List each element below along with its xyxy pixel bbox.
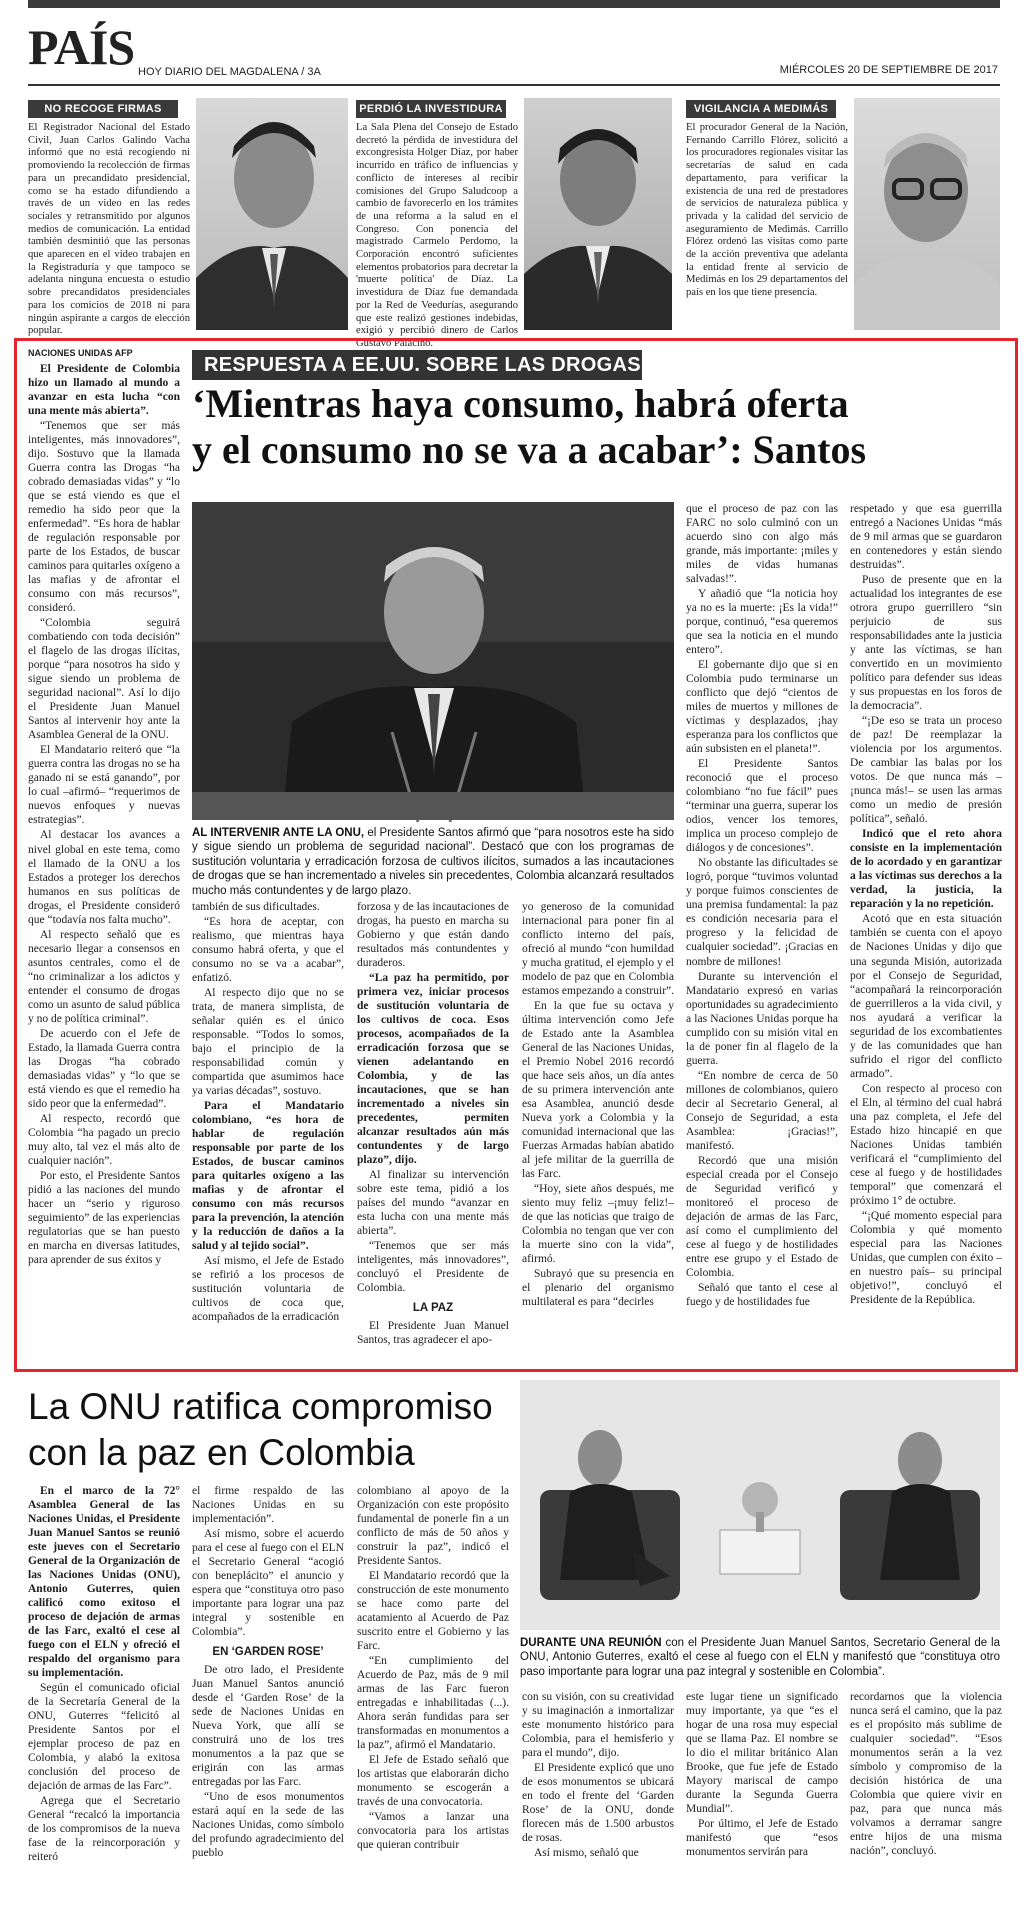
paragraph: el firme respaldo de las Naciones Unidas en su implementación”. [192,1485,344,1526]
main-story-column-2 [192,900,344,1362]
paragraph: Así mismo, señaló que [534,1847,639,1860]
paragraph: Y añadió que “la noticia hoy ya no es la muerte: ¡Es la vida!” porque, continuó, “esa queremos que sea la noticia en el mundo entero”. [686,588,838,657]
santos-guterres-meeting-illustration [520,1380,1000,1630]
paragraph: forzosa y de las incautaciones de drogas, ha puesto en marcha su Gobierno y que están dando resultados más contundentes y duraderos. [357,901,509,970]
paragraph: Puso de presente que en la actualidad los integrantes de ese otrora grupo guerrillero “sin perjuicio de sus responsabilidades ante la justicia y ante las víctimas, se han convertido en un movimiento político para defender sus ideas y sus propuestas en los foros de la democracia”. [850,574,1002,713]
paragraph: Al respecto, recordó que Colombia “ha pagado un precio muy alto, tal vez el más alto de cualquier nación”. [28,1112,180,1167]
paragraph: Durante su intervención el Mandatario expresó en varias oportunidades su agradecimiento a las Naciones Unidas porque ha cumplido con su misión vital en la de poner fin al flagelo de la guerra. [686,970,839,1067]
paragraph: con su visión, con su creatividad y su imaginación a inmortalizar este monumento histórico para Colombia, para el hemisferio y para el mundo”, dijo. [522,1691,674,1760]
paragraph: Así mismo, el Jefe de Estado se refirió a los procesos de sustitución voluntaria de cultivos de coca que, acompañados de la erradicación [192,1255,344,1324]
paragraph: “En nombre de cerca de 50 millones de colombianos, quiero decir al Secretario General, al Consejo de Seguridad, a esta Asamblea: ¡Gracias!”, manifestó. [686,1069,838,1152]
main-story-source: NACIONES UNIDAS AFP [28,348,133,358]
main-story-column-4 [522,900,674,1362]
header-rule [28,84,1000,86]
brief-1-portrait [196,98,348,330]
brief-2-text: La Sala Plena del Consejo de Estado decretó la pérdida de investidura del excongresista Holger Díaz, por haber incurrido en tráfico de influencias y conflicto de intereses al recibir comisiones del Grupo Saludcoop a cambio de favorecerlo en los trámites de una reforma a la salud en el Congreso. Con ponencia del magistrado Carmelo Perdomo, la Corporación encontró suficientes elementos probatorios para decretar la 'muerte política' de Díaz. La investidura de Díaz fue demandada por la Red de Veedurías, asegurando que este realizó gestiones indebidas, exigió y percibió dinero de Carlos Gustavo Palacino. [356,122,518,349]
second-story-headline-line-2: con la paz en Colombia [28,1432,415,1473]
brief-3-text: El procurador General de la Nación, Fernando Carrillo Flórez, solicitó a los procuradores regionales visitar las secretarías de salud en cada departamento, para verificar la existencia de una red de prestadores de servicios de naturaleza pública y privada y la calidad del servicio de aseguramiento de Medimás. Carrillo Flórez ordenó las visitas como parte de la acción preventiva que adelanta la entidad frente al servicio de Medimás en los 29 departamentos del país en los que tiene presencia. [686,122,848,299]
paper-page: HOY DIARIO DEL MAGDALENA / 3A [138,66,321,78]
paragraph: “¡Qué momento especial para Colombia y qué momento especial para las Naciones Unidas, que cumplen con éxito –en nuestro país– su principal objetivo!”, concluyó el Presidente de la República. [850,1209,1002,1306]
paragraph: Al finalizar su intervención sobre este tema, pidió a los países del mundo “avanzar en esta lucha con una mente más abierta”. [357,1169,509,1238]
paragraph: también de sus dificultades. [192,901,320,913]
paragraph: Con respecto al proceso con el Eln, al término del cual habrá una paz completa, el Jefe del Estado hizo hincapié en que Naciones Unidas también verificará el “cumplimiento del cese al fuego y de hostilidades temporal” que comenzará el próximo 1° de octubre. [850,1082,1002,1207]
paragraph: En la que fue su octava y última intervención como Jefe de Estado ante la Asamblea General de las Naciones Unidas, el Premio Nobel 2016 recordó que hace seis años, un día antes de su primera intervención ante esa Asamblea, anunció desde Nueva york a Colombia y la comunidad internacional que las Fuerzas Armadas habían abatido al jefe militar de la guerrilla de las Farc. [522,1000,674,1181]
paragraph: “Uno de esos monumentos estará aquí en la sede de las Naciones Unidas, como símbolo del profundo agradecimiento del pueblo [192,1791,344,1860]
paragraph: “Es hora de aceptar, con realismo, que mientras haya consumo habrá oferta, y que el consumo no se va a acabar”, enfatizó. [192,916,344,985]
paragraph: Al respecto dijo que no se trata, de manera simplista, de señalar quién es el único responsable. “Todos lo somos, bajo el principio de la responsabilidad común y compartida que asumimos hace ya varias décadas”, sostuvo. [192,987,344,1098]
second-story-headline-line-1: La ONU ratifica compromiso [28,1386,493,1427]
brief-3-portrait [854,98,1000,330]
second-story-column-6 [850,1690,1002,1916]
second-story-caption [520,1636,1000,1679]
second-caption-lead: DURANTE UNA REUNIÓN [520,1637,662,1649]
paragraph: Acotó que en esta situación también se cuenta con el apoyo de Naciones Unidas y dijo que una segunda Misión, autorizada por el Consejo de Seguridad, “acompañará la reincorporación de guerrilleros a la vida civil, y nos ayudará a verificar la seguridad de los excombatientes y de las comunidades que han sufrido el rigor del conflicto armado”. [850,913,1002,1080]
brief-2-kicker: PERDIÓ LA INVESTIDURA [356,100,506,118]
paragraph: El Presidente Juan Manuel Santos, tras agradecer el apo- [357,1320,509,1347]
main-story-photo [192,502,674,820]
paragraph: El Mandatario recordó que la construcción de este monumento se hace como parte del acatamiento al Acuerdo de Paz suscrito entre el Gobierno y las Farc. [357,1570,509,1653]
paragraph: El Jefe de Estado señaló que los artistas que elaborarán dicho monumento se escogerán a través de una convocatoria. [357,1754,509,1809]
portrait-3-illustration [854,98,1000,330]
main-story-kicker: RESPUESTA A EE.UU. SOBRE LAS DROGAS [192,350,642,380]
paragraph: “Vamos a lanzar una convocatoria para los artistas que quieran contribuir [357,1811,509,1852]
portrait-1-illustration [196,98,348,330]
top-rule [28,0,1000,8]
paragraph: “En cumplimiento del Acuerdo de Paz, más de 9 mil armas de las Farc fueron entregadas e inhabilitadas (...). Ahora serán fundidas para ser transformadas en monumentos a la paz”, afirmó el Mandatario. [357,1655,509,1752]
paragraph: De otro lado, el Presidente Juan Manuel Santos anunció desde el ‘Garden Rose’ de la sede de Naciones Unidas en Nueva York, que allí se construirá uno de los tres monumentos a la paz que se erigirán con las armas entregadas por las Farc. [192,1664,344,1789]
paragraph: Al destacar los avances a nivel global en este tema, como el llamado de la ONU a los Estados a proteger los derechos humanos en sus políticas de drogas, el Presidente consideró que “todavía nos falta mucho”. [28,829,180,926]
paragraph: este lugar tiene un significado muy importante, ya que “es el hogar de una rosa muy especial que se llama Paz. El nombre se lo dio el militar británico Alan Brooke, que fue jefe de Estado Mayory mariscal de campo durante la Segunda Guerra Mundial”. [686,1691,838,1816]
second-story-photo [520,1380,1000,1630]
paragraph: “Hoy, siete años después, me siento muy feliz –¡muy feliz!– de que las noticias que traigo de Colombia no tengan que ver con la muerte sino con la vida”, afirmó. [522,1183,674,1266]
main-story-caption [192,826,674,898]
paragraph: “Colombia seguirá combatiendo con toda decisión” el flagelo de las drogas ilícitas, porque “para nosotros ha sido y sigue siendo un problema de seguridad nacional”. Así lo dijo el Presidente Juan Manuel Santos al intervenir hoy ante la Asamblea General de la ONU. [28,617,180,742]
paragraph: que el proceso de paz con las FARC no solo culminó con un acuerdo sino con algo más grande, más importante: ¡miles y miles de vidas humanas salvadas!”. [686,503,838,586]
second-story-column-5 [686,1690,838,1916]
brief-2-portrait [524,98,672,330]
paragraph: “La paz ha permitido, por primera vez, iniciar procesos de sustitución voluntaria de los cultivos de coca. Esos procesos, acompañados de la erradicación forzosa que se vienen adelantando en Colombia, y de las incautaciones, que se han incrementado a niveles sin precedentes, permiten alcanzar resultados aún más contundentes y de largo plazo”, dijo. [357,972,509,1167]
paragraph: Así mismo, sobre el acuerdo para el cese al fuego con el ELN el Secretario General “acogió con beneplácito” el anuncio y espera que “constituya otro paso importante para lograr una paz integral y sostenible en Colombia”. [192,1528,344,1639]
issue-date: MIÉRCOLES 20 DE SEPTIEMBRE DE 2017 [779,64,998,76]
brief-3-kicker: VIGILANCIA A MEDIMÁS [686,100,836,118]
main-story-column-3 [357,900,509,1362]
paragraph: El Presidente de Colombia hizo un llamado al mundo a avanzar en esta lucha “con una mente más abierta”. [28,362,180,418]
paragraph: Por último, el Jefe de Estado manifestó que “esos monumentos servirán para [686,1818,838,1859]
second-caption-text: con el Presidente Juan Manuel Santos, Secretario General de la ONU, Antonio Guterres, exaltó el cese al fuego con el ELN y manifestó que “constituya otro paso importante para lograr una paz integral y sostenible en Colombia”. [520,1637,1000,1678]
paragraph: “Tenemos que ser más inteligentes, más innovadores”, concluyó el Presidente de Colombia. [357,1240,509,1295]
paragraph: Recordó que una misión especial creada por el Consejo de Seguridad verificó y monitoreó el proceso de dejación de armas de las Farc, así como el cumplimiento del cese al fuego y de hostilidades entre ese grupo y el Estado de Colombia. [686,1154,838,1279]
paragraph: No obstante las dificultades se logró, porque “tuvimos voluntad y porque fuimos conscientes de una premisa fundamental: la paz es condición necesaria para el progreso y la felicidad de cualquier sociedad”. ¡Gracias en nombre de millones! [686,857,838,968]
paragraph: De acuerdo con el Jefe de Estado, la llamada Guerra contra las Drogas “ha cobrado demasiadas vidas” y “lo que se está viendo es que el remedio ha sido peor que la enfermedad”. [28,1027,180,1110]
main-caption-lead: AL INTERVENIR ANTE LA ONU, [192,827,365,839]
paragraph: En el marco de la 72° Asamblea General de las Naciones Unidas, el Presidente Juan Manuel Santos se reunió este jueves con el Secretario General de la Organización de las Naciones Unidas (ONU), Antonio Guterres, quien calificó como exitoso el proceso de dejación de armas de las Farc, exaltó el cese al fuego con el ELN y ofreció el respaldo del organismo para su implementación. [28,1485,180,1680]
second-story-column-4 [522,1690,674,1916]
main-story-headline-line-2: y el consumo no se va a acabar’: Santos [192,427,867,472]
brief-1-text: El Registrador Nacional del Estado Civil, Juan Carlos Galindo Vacha informó que no está recogiendo ni promoviendo la recolección de firmas para un precandidato presidencial, como se ha estado difundiendo a través de un video en las redes sociales y retransmitido por algunos medios de comunicación. La entidad también desmintió que las personas que aparecen en el video trabajen en la Registraduría y que tampoco se adelanta ninguna encuesta o estudio sobre precandidatos presidenciales para los comicios de 2018 ni para ningún aspirante a cargos de elección popular. [28,122,190,337]
portrait-2-illustration [524,98,672,330]
paragraph: Al respecto señaló que es necesario llegar a consensos en asuntos centrales, como el de “no criminalizar a los adictos y entender el consumo de drogas como un asunto de salud pública y no de política criminal”. [28,928,180,1025]
paragraph: Subrayó que su presencia en el plenario del organismo multilateral es para “decirles [522,1268,674,1309]
paragraph: El Mandatario reiteró que “la guerra contra las drogas no se ha ganado ni se está ganando”, por lo cual –afirmó– “requerimos de nuevos enfoques y nuevas estrategias”. [28,744,180,827]
main-caption-text: el Presidente Santos afirmó que “para nosotros este ha sido y sigue siendo un problema de seguridad nacional”. Destacó que con los programas de sustitución voluntaria y erradicación forzosa de cultivos ilícitos, sumados a las incautaciones de drogas que se han incrementado a niveles sin precedentes, Colombia alcanzará resultados mucho más contundentes y de largo plazo. [192,827,674,897]
paragraph: Según el comunicado oficial de la Secretaría General de la ONU, Guterres “felicitó al Presidente Santos por el ejemplar proceso de paz en Colombia, y alabó la exitosa conclusión del proceso de dejación de armas de las Farc”. [28,1682,180,1793]
paragraph: “Tenemos que ser más inteligentes, más innovadores”, dijo. Sostuvo que la llamada Guerra contra las Drogas “ha cobrado demasiadas vidas” y “lo que se está viendo es que el remedio ha sido peor que la enfermedad”. “Es hora de hablar de regulación responsable por parte de los Estados, de buscar caminos para quitarles oxígeno a las mafias y de afrontar el consumo con más recursos”, consideró. [28,420,180,615]
paragraph: recordarnos que la violencia nunca será el camino, que la paz es el propósito más sublime de cualquier sociedad”. “Esos monumentos serán a la vez símbolo y compromiso de la decisión histórica de una Colombia que quiere vivir en paz, para que nunca más volvamos a derramar sangre entre hijos de una misma nación”, concluyó. [850,1691,1002,1858]
paragraph: colombiano al apoyo de la Organización con este propósito fundamental de ponerle fin a un conflicto de más de 50 años y construir la paz”, indicó el Presidente Santos. [357,1485,509,1568]
second-story-column-3 [357,1484,509,1916]
second-story-subhead: EN ‘GARDEN ROSE’ [212,1646,324,1659]
paragraph: respetado y que esa guerrilla entregó a Naciones Unidas “más de 9 mil armas que se guardaron en contenedores y están siendo destruidas”. [850,503,1002,572]
section-title: PAÍS [28,19,135,75]
main-story-column-5 [686,502,838,1362]
paragraph: El gobernante dijo que si en Colombia pudo terminarse un conflicto que dejó “cientos de miles de muertos y millones de víctimas y desplazados, ¡hay esperanza para los conflictos que aún subsisten en el planeta!”. [686,659,838,756]
paragraph: “¡De eso se trata un proceso de paz! De reemplazar la violencia por los argumentos. De cambiar las balas por los votos. De que nunca más –¡nunca más!– se usen las armas como un medio de presión política”, señaló. [850,715,1002,826]
paragraph: Para el Mandatario colombiano, “es hora de hablar de regulación responsable por parte de los Estados, de buscar caminos para quitarles oxígeno a las mafias y de afrontar el consumo con más recursos para la prevención, la atención y la reducción de daños a la salud y al tejido social”. [192,1100,344,1253]
main-story-headline-line-1: ‘Mientras haya consumo, habrá oferta [192,381,849,426]
main-story-column-1 [28,348,180,1364]
main-story-column-6 [850,502,1002,1362]
second-story-column-2 [192,1484,344,1916]
paragraph: Agrega que el Secretario General “recalcó la importancia de los compromisos de la nueva fase de la reincorporación y reiteró [28,1795,180,1864]
paragraph: El Presidente explicó que uno de esos monumentos se ubicará en todo el frente del ‘Garden Rose’ de la ONU, donde florecen más de 1.500 arbustos de rosas. [522,1762,674,1845]
second-story-column-1 [28,1484,180,1916]
paragraph: Por esto, el Presidente Santos pidió a las naciones del mundo hacer un “serio y riguroso seguimiento” de las experiencias regulatorias que se han puesto en marcha en diversas latitudes, para aprender de sus éxitos y [28,1169,180,1266]
paragraph: El Presidente Santos reconoció que el proceso colombiano “no fue fácil” pues “terminar una guerra, superar los odios, vencer los temores, implica un proceso complejo de diálogos y de concesiones”. [686,758,838,855]
main-story-subhead: LA PAZ [412,1302,454,1315]
paragraph: Indicó que el reto ahora consiste en la implementación de lo acordado y en garantizar a las víctimas sus derechos a la verdad, la justicia, la reparación y la no repetición. [850,828,1002,911]
santos-onu-illustration [192,502,674,820]
paragraph: yo generoso de la comunidad internacional para poner fin al conflicto interno del país, ofreció al mundo “con humildad y mucha gratitud, el ejemplo y el modelo de paz que en Colombia estamos empezando a construir”. [522,901,674,998]
paragraph: Señaló que tanto el cese al fuego y de hostilidades fue [686,1281,838,1308]
brief-1-kicker: NO RECOGE FIRMAS [28,100,178,118]
